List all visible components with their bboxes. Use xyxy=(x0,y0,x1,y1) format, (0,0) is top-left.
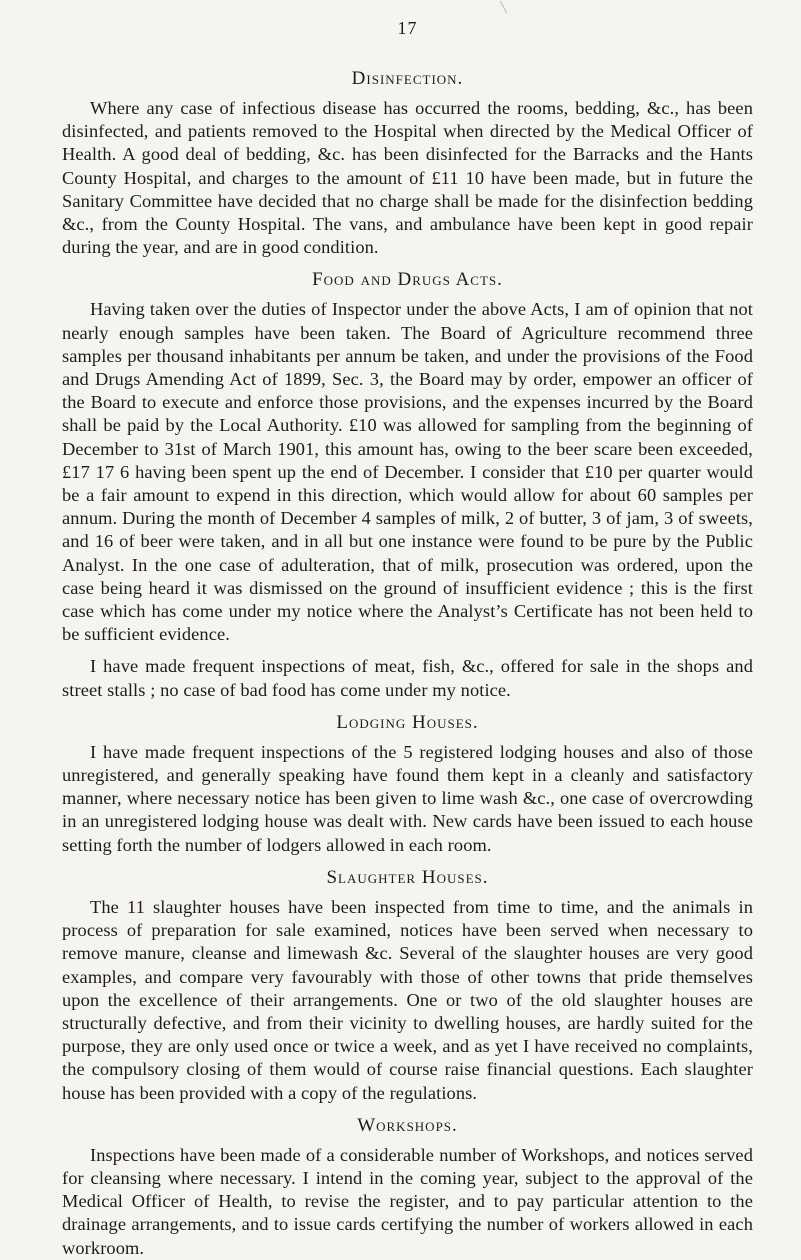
paragraph: Inspections have been made of a considerable number of Workshops, and notices served for cleansing where necessary. I intend in the coming year, subject to the approval of the Medical Officer of Health, to revise the register, and to pay particular attention to the drainage arrangements, and to issue cards certifying the number of workers allowed in each workroom. xyxy=(62,1144,753,1258)
section-heading: Food and Drugs Acts. xyxy=(312,269,503,291)
paragraph: Where any case of infectious disease has occurred the rooms, bedding, &c., has been disinfected, and patients removed to the Hospital when directed by the Medical Officer of Health. A good deal of bedding, &c. has been disinfected for the Barracks and the Hants County Hospital, and charges to the amount of £11 10 have been made, but in future the Sanitary Committee have decided that no charge shall be made for the disinfection bedding &c., from the County Hospital. The vans, and ambulance have been kept in good repair during the year, and are in good condition. xyxy=(62,98,753,258)
section-disinfection xyxy=(62,67,753,259)
section-heading: Workshops. xyxy=(357,1114,458,1136)
section-workshops xyxy=(62,1114,753,1260)
section-heading: Lodging Houses. xyxy=(336,711,479,733)
paragraph: Having taken over the duties of Inspector under the above Acts, I am of opinion that not nearly enough samples have been taken. The Board of Agriculture recommend three samples per thousand inhabitants per annum be taken, and under the provisions of the Food and Drugs Amending Act of 1899, Sec. 3, the Board may by order, empower an officer of the Board to execute and enforce those provisions, and the expenses incurred by the Board shall be paid by the Local Authority. £10 was allowed for sampling from the beginning of December to 31st of March 1901, this amount has, owing to the beer scare been exceeded, £17 17 6 having been spent up the end of December. I consider that £10 per quarter would be a fair amount to expend in this direction, which would allow for about 60 samples per annum. During the month of December 4 samples of milk, 2 of butter, 3 of jam, 3 of sweets, and 16 of beer were taken, and in all but one instance were found to be pure by the Public Analyst. In the one case of adulteration, that of milk, prosecution was ordered, upon the case being heard it was dismissed on the ground of insufficient evidence ; this is the first case which has come under my notice where the Analyst’s Certificate has not been held to be sufficient evidence. xyxy=(62,299,753,645)
paragraph: I have made frequent inspections of the 5 registered lodging houses and also of those unregistered, and generally speaking have found them kept in a cleanly and satisfactory manner, where necessary notice has been given to lime wash &c., one case of overcrowding in an unregistered lodging house was dealt with. New cards have been issued to each house setting forth the number of lodgers allowed in each room. xyxy=(62,741,753,855)
section-lodging-houses xyxy=(62,711,753,857)
paragraph: I have made frequent inspections of meat, fish, &c., offered for sale in the shops and street stalls ; no case of bad food has come under my notice. xyxy=(62,656,753,700)
section-heading: Slaughter Houses. xyxy=(326,866,489,888)
section-heading: Disinfection. xyxy=(351,68,464,89)
section-food-and-drugs-acts xyxy=(62,268,753,701)
page-number: 17 xyxy=(397,18,418,38)
paragraph: The 11 slaughter houses have been inspected from time to time, and the animals in process of preparation for sale examined, notices have been served when necessary to remove manure, cleanse and limewash &c. Several of the slaughter houses are very good examples, and compare very favourably with those of other towns that pride themselves upon the excellence of their arrangements. One or two of the old slaughter houses are structurally defective, and from their vicinity to dwelling houses, are hardly suited for the purpose, they are only used once or twice a week, and as yet I have received no complaints, the compulsory closing of them would of course raise financial questions. Each slaughter house has been provided with a copy of the regulations. xyxy=(62,896,753,1103)
section-slaughter-houses xyxy=(62,866,753,1105)
scan-mark xyxy=(500,1,507,14)
